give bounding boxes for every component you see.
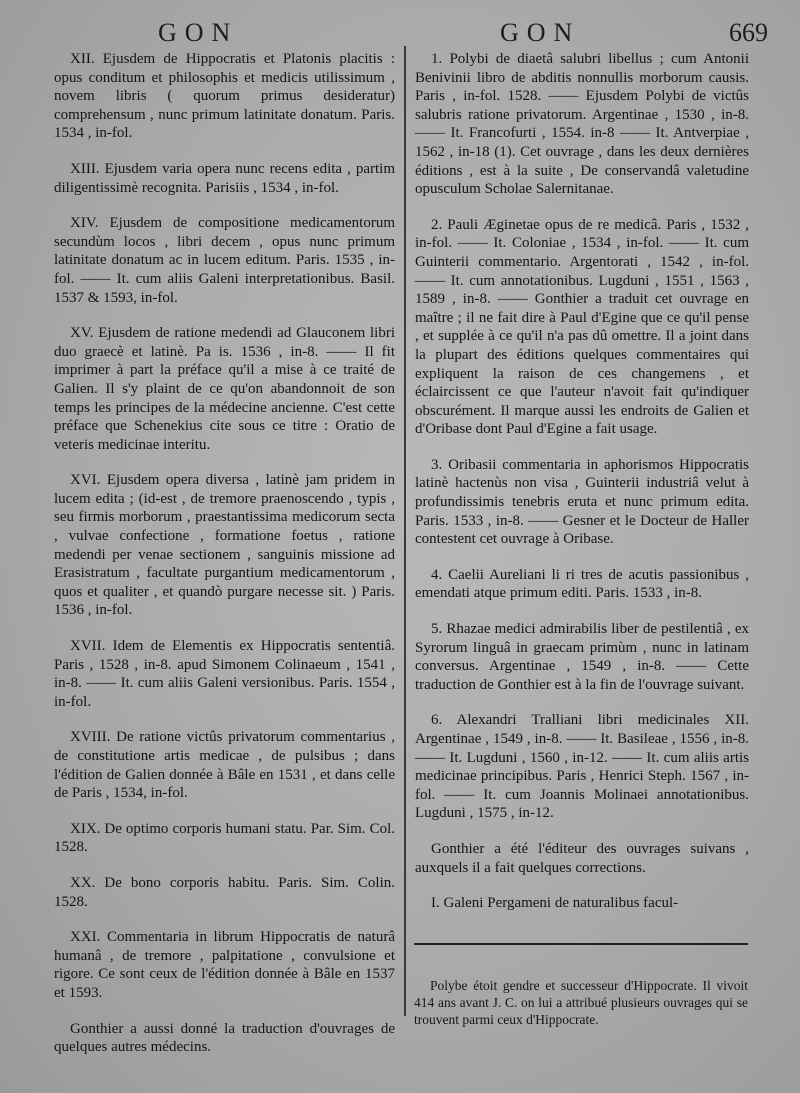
entry-xviii: XVIII. De ratione victûs privatorum commentarius , de constitutione artis medicae , de pulsibus ; dans l'édition de Galien donnée à Bâle en 1531 , et dans celle de Paris , 1534, in-fol. <box>54 729 395 802</box>
entry-4-caelius: 4. Caelii Aureliani li ri tres de acutis passionibus , emendati atque primum editi. Paris. 1533 , in-8. <box>415 566 749 602</box>
entry-xvi: XVI. Ejusdem opera diversa , latinè jam pridem in lucem edita ; (id-est , de tremore praenoscendo , typis , seu firmis morborum , praestantissima medicorum secta , vulvae confectione , formatione foetus , ratione medendi per venae sectionem , sanguinis missione ad Erasistratum , facultate purgantium medicamentorum , quos et qualiter , et quandò purgare necesse sit. ) Paris. 1536 , in-fol. <box>54 472 395 619</box>
entry-2-paulus: 2. Pauli Æginetae opus de re medicâ. Paris , 1532 , in-fol. —— It. Coloniae , 1534 , in-fol. —— It. cum Guinterii commentario. Argentorati , 1542 , in-fol. —— It. cum annotationibus. Lugduni , 1551 , 1563 , 1589 , in-8. —— Gonthier a traduit cet ouvrage en maître ; il ne fait dire à Paul d'Egine que ce qu'il pense , et supplée à ce qu'il n'a pas dû omettre. Il a joint dans la plupart des éditions quelques commentaires qui expliquent la raison de ces changemens , et éclaircissent ce que l'auteur n'avoit fait qu'indiquer obscurément. Il marque aussi les endroits de Galien et d'Oribase dont Paul d'Egine a fait usage. <box>415 216 749 438</box>
left-column <box>54 50 395 1074</box>
entry-xvii: XVII. Idem de Elementis ex Hippocratis sententiâ. Paris , 1528 , in-8. apud Simonem Colinaeum , 1541 , in-8. —— It. cum aliis Galeni versionibus. Paris. 1554 , in-fol. <box>54 638 395 710</box>
entry-xv: XV. Ejusdem de ratione medendi ad Glauconem libri duo graecè et latinè. Pa is. 1536 , in-8. —— Il fit imprimer à part la préface qu'il a mise à ce traité de Galien. Il s'y plaint de ce qu'on abandonnoit de son temps les principes de la médecine ancienne. C'est cette préface que Schenekius cite sous ce titre : Oratio de veteris medicinae interitu. <box>54 325 395 453</box>
right-column <box>415 50 749 930</box>
entry-xii: XII. Ejusdem de Hippocratis et Platonis placitis : opus conditum et philosophis et medicis utilissimum , novem libris ( quorum primus desideratur) comprehensum , nunc primum latinitate donatum. Paris. 1534 , in-fol. <box>54 51 395 142</box>
entry-6-alexander: 6. Alexandri Tralliani libri medicinales XII. Argentinae , 1549 , in-8. —— It. Basileae , 1556 , in-8. —— It. Lugduni , 1560 , in-12. —— It. cum aliis artis medicinae principibus. Paris , Henrici Steph. 1567 , in-fol. —— It. cum Joannis Molinaei annotationibus. Lugduni , 1575 , in-12. <box>415 712 749 822</box>
page-number: 669 <box>729 18 768 47</box>
footnote-rule <box>414 943 748 945</box>
entry-i-galen: I. Galeni Pergameni de naturalibus facul- <box>431 895 679 912</box>
running-head-left: GON <box>158 18 239 47</box>
entry-xx: XX. De bono corporis habitu. Paris. Sim. Colin. 1528. <box>54 874 395 910</box>
entry-3-oribasius: 3. Oribasii commentaria in aphorismos Hippocratis latinè hactenùs non visa , Guinterii industriâ velut à profundissimis tenebris eruta et nunc primum edita. Paris. 1533 , in-8. —— Gesner et le Docteur de Haller contestent cet ouvrage à Oribase. <box>415 456 749 548</box>
column-divider <box>404 46 406 1016</box>
entry-xiv: XIV. Ejusdem de compositione medicamentorum secundùm locos , libri decem , opus nunc primum latinitate donatum ac in lucem editum. Paris. 1535 , in-fol. —— It. cum aliis Galeni interpretationibus. Basil. 1537 & 1593, in-fol. <box>54 215 395 306</box>
entry-5-rhazes: 5. Rhazae medici admirabilis liber de pestilentiâ , ex Syrorum linguâ in graecam primùm , nunc in latinam conversus. Argentinae , 1549 , in-8. —— Cette traduction de Gonthier est à la fin de l'ouvrage suivant. <box>415 621 749 693</box>
footnote: Polybe étoit gendre et successeur d'Hippocrate. Il vivoit 414 ans avant J. C. on lui a attribué plusieurs ouvrages qui se trouvent parmi ceux d'Hippocrate. <box>414 977 748 1027</box>
translations-note: Gonthier a aussi donné la traduction d'ouvrages de quelques autres médecins. <box>54 1020 395 1056</box>
editor-note: Gonthier a été l'éditeur des ouvrages suivans , auxquels il a fait quelques corrections. <box>415 840 749 876</box>
entry-1-polybus: 1. Polybi de diaetâ salubri libellus ; cum Antonii Benivinii libro de abditis nonnullis morborum causis. Paris , in-fol. 1528. —— Ejusdem Polybi de victûs salubris ratione privatorum. Argentinae , 1530 , in-8. —— It. Francofurti , 1554. in-8 —— It. Antverpiae , 1562 , in-18 (1). Cet ouvrage , dans les deux dernières éditions , est à la suite , De conservandâ valetudine opusculum Scholae Salernitanae. <box>415 51 749 198</box>
entry-xxi: XXI. Commentaria in librum Hippocratis de naturâ humanâ , de tremore , palpitatione , convulsione et rigore. Ce sont ceux de l'édition donnée à Bâle en 1537 et 1593. <box>54 929 395 1001</box>
running-head-right: GON <box>500 18 581 47</box>
entry-xiii: XIII. Ejusdem varia opera nunc recens edita , partim diligentissimè recognita. Parisiis , 1534 , in-fol. <box>54 160 395 196</box>
entry-xix: XIX. De optimo corporis humani statu. Par. Sim. Col. 1528. <box>54 820 395 856</box>
